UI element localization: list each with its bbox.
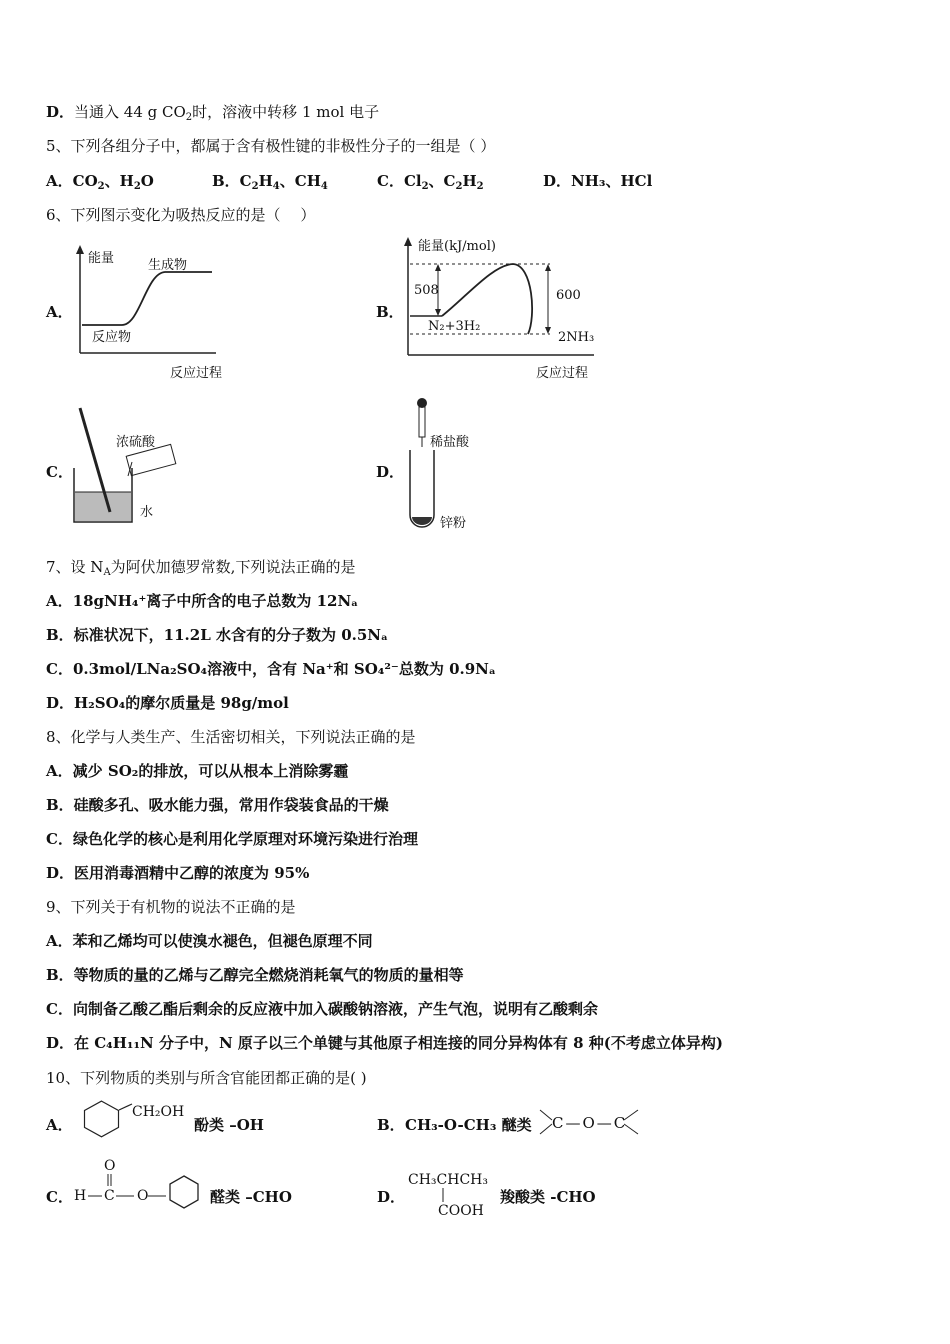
fig-b-508: 508: [414, 283, 439, 298]
figure-c-beaker: [66, 400, 186, 530]
q9-option-d: D．在 C₄H₁₁N 分子中，N 原子以三个单键与其他原子相连接的同分异构体有 8 种(不考虑立体异构): [46, 1034, 723, 1052]
fig-d-acid: 稀盐酸: [430, 435, 470, 450]
q8-option-d: D．医用消毒酒精中乙醇的浓度为 95%: [46, 864, 310, 882]
q10-d-top: CH₃CHCH₃: [408, 1172, 488, 1188]
benzyl-alcohol-structure: [76, 1100, 136, 1144]
q5-stem: 5、下列各组分子中，都属于含有极性键的非极性分子的一组是（ ）: [46, 137, 496, 155]
q6-stem: 6、下列图示变化为吸热反应的是（ ）: [46, 206, 316, 224]
q10-d-text: 羧酸类 -CHO: [500, 1188, 596, 1206]
q8-option-a: A．减少 SO₂的排放，可以从根本上消除雾霾: [46, 762, 349, 780]
fig-b-y-label: 能量(kJ/mol): [418, 239, 496, 254]
fig-b-600: 600: [556, 288, 581, 303]
q10-b-formula: CH₃-O-CH₃ 醚类: [405, 1116, 532, 1134]
q10-a-text: 酚类 –OH: [194, 1116, 264, 1134]
q10-c-o: O: [137, 1188, 149, 1204]
q6-label-d: D．: [376, 463, 405, 481]
q10-c-text: 醛类 –CHO: [210, 1188, 292, 1206]
q4-option-d: D．当通入 44 g $CO_2$时，溶液中转移 1 mol 电子: [46, 103, 380, 123]
q8-stem: 8、化学与人类生产、生活密切相关，下列说法正确的是: [46, 728, 416, 746]
q7-stem: 7、设 $N_A$为阿伏加德罗常数,下列说法正确的是: [46, 558, 356, 578]
q7-option-b: B．标准状况下，11.2L 水含有的分子数为 0.5Nₐ: [46, 626, 388, 644]
q10-d-bond: [440, 1188, 446, 1204]
q6-label-c: C．: [46, 463, 73, 481]
q5-option-c: C．$Cl_2$、$C_2H_2$: [377, 172, 484, 192]
q10-label-c: C．: [46, 1188, 73, 1206]
q10-b-group: C—O—C: [552, 1114, 628, 1132]
fig-a-y-label: 能量: [88, 251, 115, 266]
figure-d-test-tube: [400, 395, 480, 530]
q8-option-b: B．硅酸多孔、吸水能力强，常用作袋装食品的干燥: [46, 796, 389, 814]
fig-b-x-label: 反应过程: [536, 366, 589, 381]
fig-c-water: 水: [140, 505, 154, 520]
fig-d-metal: 锌粉: [440, 516, 467, 531]
q7-option-d: D．H₂SO₄的摩尔质量是 98g/mol: [46, 694, 289, 712]
q7-option-a: A．18gNH₄⁺离子中所含的电子总数为 12Nₐ: [46, 592, 359, 610]
q7-option-c: C．0.3mol/LNa₂SO₄溶液中，含有 Na⁺和 SO₄²⁻总数为 0.9Nₐ: [46, 660, 496, 678]
fig-c-acid: 浓硫酸: [116, 435, 156, 450]
q10-c-o-top: O: [104, 1158, 116, 1174]
q10-c-c: C: [104, 1188, 115, 1204]
fig-a-reactant: 反应物: [92, 330, 132, 345]
q5-option-b: B．$C_2H_4$、$CH_4$: [212, 172, 328, 192]
q6-label-a: A．: [46, 303, 73, 321]
q10-c-h: H: [74, 1188, 87, 1204]
q5-option-a: A．$CO_2$、$H_2O$: [46, 172, 154, 192]
q5-option-d: D．NH₃、HCl: [543, 172, 653, 190]
fig-a-product: 生成物: [148, 258, 188, 273]
q10-a-formula: CH₂OH: [132, 1104, 185, 1120]
q6-label-b: B．: [376, 303, 404, 321]
fig-b-product: 2NH₃: [558, 330, 595, 345]
q10-stem: 10、下列物质的类别与所含官能团都正确的是( ): [46, 1069, 367, 1087]
q9-stem: 9、下列关于有机物的说法不正确的是: [46, 898, 296, 916]
q10-label-d: D．: [377, 1188, 406, 1206]
q9-option-c: C．向制备乙酸乙酯后剩余的反应液中加入碳酸钠溶液，产生气泡，说明有乙酸剩余: [46, 1000, 598, 1018]
fig-a-x-label: 反应过程: [170, 366, 223, 381]
q10-label-b: B．: [377, 1116, 405, 1134]
fig-b-reactant: N₂+3H₂: [428, 319, 481, 334]
q9-option-b: B．等物质的量的乙烯与乙醇完全燃烧消耗氧气的物质的量相等: [46, 966, 464, 984]
q10-d-bottom: COOH: [438, 1203, 484, 1219]
q8-option-c: C．绿色化学的核心是利用化学原理对环境污染进行治理: [46, 830, 418, 848]
q9-option-a: A．苯和乙烯均可以使溴水褪色，但褪色原理不同: [46, 932, 373, 950]
q10-label-a: A．: [46, 1116, 73, 1134]
